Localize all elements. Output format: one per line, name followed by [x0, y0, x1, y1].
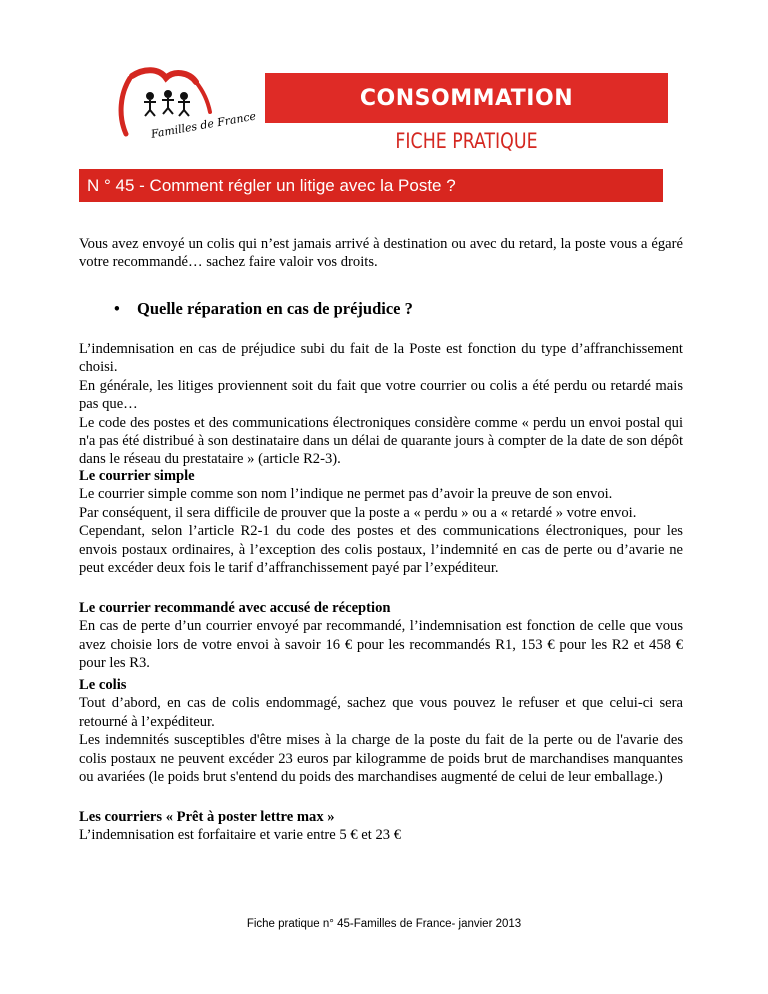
paragraph: Le code des postes et des communications électroniques considère comme « perdu un envoi postal qui n'a pas été distribué à son destinataire dans un délai de quarante jours à compter de la date de son dépôt dans le réseau du prestataire » (article R2-3). — [79, 414, 683, 468]
intro-paragraph — [79, 235, 683, 272]
bullet: • — [114, 299, 120, 318]
section-body — [79, 340, 683, 469]
intro-text: Vous avez envoyé un colis qui n’est jamais arrivé à destination ou avec du retard, la poste vous a égaré votre recommandé… sachez faire valoir vos droits. — [79, 236, 683, 271]
paragraph: En générale, les litiges proviennent soit du fait que votre courrier ou colis a été perdu ou retardé mais pas que… — [79, 377, 683, 413]
paragraph: Tout d’abord, en cas de colis endommagé, sachez que vous pouvez le refuser et que celui-ci sera retourné à l’expéditeur. — [79, 695, 683, 730]
page-footer: Fiche pratique n° 45-Familles de France- janvier 2013 — [246, 918, 522, 930]
logo-graphic — [104, 66, 234, 156]
pret-a-poster-block — [79, 808, 683, 845]
subsection-title: Le colis — [79, 677, 127, 693]
paragraph: Par conséquent, il sera difficile de prouver que la poste a « perdu » ou a « retardé » votre envoi. — [79, 504, 637, 521]
paragraph: Les indemnités susceptibles d'être mises à la charge de la poste du fait de la perte ou de l'avarie des colis postaux ne peuvent excéder 23 euros par kilogramme de poids brut de marchandises manquantes ou avariées (le poids brut s'entend du poids des marchandises augmenté de celui de leur emballage.) — [79, 732, 683, 786]
recommande-block — [79, 599, 683, 673]
paragraph: L’indemnisation en cas de préjudice subi du fait de la Poste est fonction du type d’affranchissement choisi. — [79, 341, 683, 376]
paragraph: Le courrier simple comme son nom l’indique ne permet pas d’avoir la preuve de son envoi. — [79, 486, 613, 503]
colis-block — [79, 676, 683, 786]
familles-de-france-logo — [104, 66, 234, 156]
banner-title: CONSOMMATION — [265, 73, 668, 123]
paragraph: En cas de perte d’un courrier envoyé par recommandé, l’indemnisation est fonction de celle que vous avez choisie lors de votre envoi à savoir 16 € pour les recommandés R1, 153 € pour les R2 et 458 € pour les R3. — [79, 618, 683, 672]
section-heading — [114, 298, 413, 320]
paragraph: L’indemnisation est forfaitaire et varie entre 5 € et 23 € — [79, 827, 402, 844]
section-heading-text: Quelle réparation en cas de préjudice ? — [137, 299, 413, 318]
logo-caption: Familles de France — [150, 109, 257, 141]
subsection-title: Le courrier simple — [79, 468, 195, 484]
subsection-title: Le courrier recommandé avec accusé de réception — [79, 600, 391, 616]
banner-subtitle: FICHE PRATIQUE — [395, 129, 538, 153]
courrier-simple-block — [79, 467, 683, 577]
paragraph: Cependant, selon l’article R2-1 du code des postes et des communications électroniques, pour les envois postaux ordinaires, à l’exception des colis postaux, l’indemnité en cas de perte ou d’avarie ne peut excéder deux fois le tarif d’affranchissement payé par l’expéditeur. — [79, 523, 683, 577]
subsection-title: Les courriers « Prêt à poster lettre max » — [79, 809, 335, 825]
fiche-title: N ° 45 - Comment régler un litige avec la Poste ? — [79, 169, 663, 202]
